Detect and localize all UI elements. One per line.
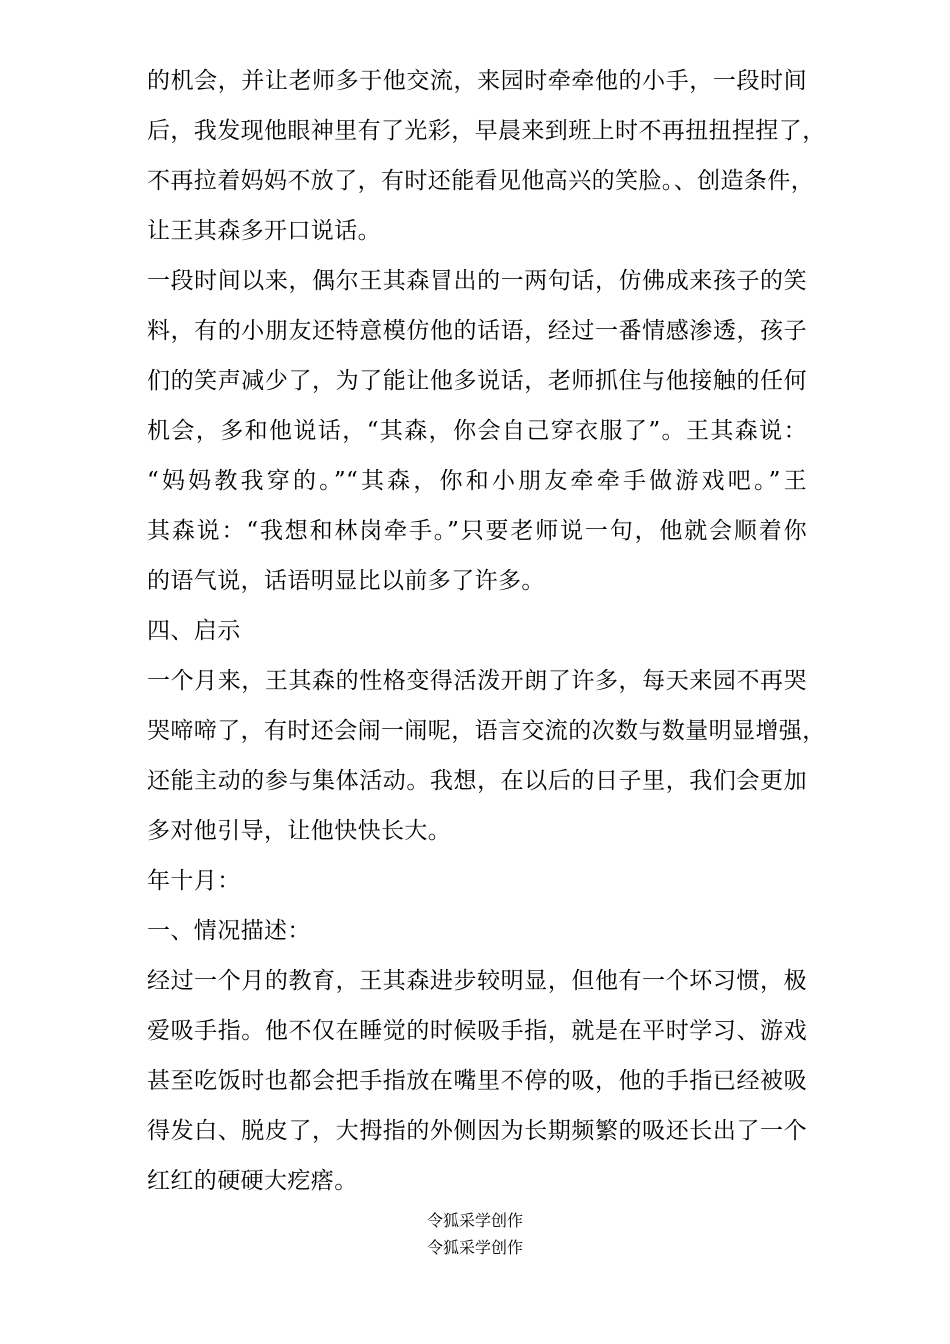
text-line: 后，我发现他眼神里有了光彩，早晨来到班上时不再扭扭捏捏了， (147, 118, 826, 144)
text-line: “妈妈教我穿的。”“其森，你和小朋友牵牵手做游戏吧。”王 (147, 468, 807, 494)
text-line: 其森说：“我想和林岗牵手。”只要老师说一句，他就会顺着你 (147, 518, 807, 544)
footer-credit: 令狐采学创作 (426, 1238, 523, 1257)
text-line: 得发白、脱皮了，大拇指的外侧因为长期频繁的吸还长出了一个 (147, 1118, 807, 1144)
text-line: 经过一个月的教育，王其森进步较明显，但他有一个坏习惯，极 (147, 968, 807, 994)
text-line: 让王其森多开口说话。 (147, 218, 381, 244)
text-line: 还能主动的参与集体活动。我想，在以后的日子里，我们会更加 (147, 768, 807, 794)
text-line: 甚至吃饭时也都会把手指放在嘴里不停的吸，他的手指已经被吸 (147, 1068, 807, 1094)
text-line: 哭啼啼了，有时还会闹一闹呢，语言交流的次数与数量明显增强， (147, 718, 826, 744)
text-line: 一段时间以来，偶尔王其森冒出的一两句话，仿佛成来孩子的笑 (147, 268, 807, 294)
footer-credit: 令狐采学创作 (426, 1211, 523, 1230)
section-heading: 四、启示 (147, 618, 241, 644)
text-line: 的机会，并让老师多于他交流，来园时牵牵他的小手，一段时间 (147, 68, 807, 94)
text-line: 们的笑声减少了，为了能让他多说话，老师抓住与他接触的任何 (147, 368, 807, 394)
text-line: 的语气说，话语明显比以前多了许多。 (147, 568, 545, 594)
text-line: 料，有的小朋友还特意模仿他的话语，经过一番情感渗透，孩子 (147, 318, 807, 344)
text-line: 多对他引导，让他快快长大。 (147, 818, 452, 844)
text-line: 爱吸手指。他不仅在睡觉的时候吸手指，就是在平时学习、游戏 (147, 1018, 807, 1044)
text-line: 一个月来，王其森的性格变得活泼开朗了许多，每天来园不再哭 (147, 668, 807, 694)
date-heading: 年十月： (147, 868, 241, 894)
text-line: 不再拉着妈妈不放了，有时还能看见他高兴的笑脸。、创造条件， (147, 168, 815, 194)
section-heading: 一、情况描述： (147, 918, 311, 944)
text-line: 红红的硬硬大疙瘩。 (147, 1168, 358, 1194)
document-body (147, 56, 826, 1206)
text-line: 机会，多和他说话，“其森，你会自己穿衣服了”。王其森说： (147, 418, 807, 444)
